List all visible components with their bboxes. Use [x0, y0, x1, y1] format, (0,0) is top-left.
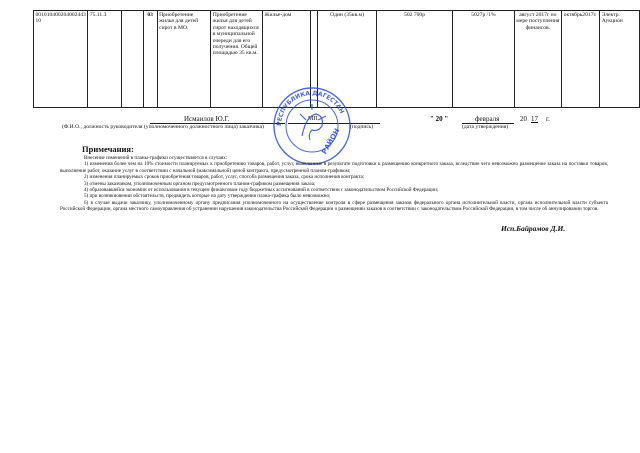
- seal-district-text: РАЙОН: [320, 127, 342, 156]
- cell-description: Приобретение жилья для детей сирот находящихся в муниципальной очереди для его получения. Общей площадью 35 кв.м.: [211, 11, 263, 108]
- mp-label: МП: [308, 116, 318, 122]
- cell-quantity: Один (35кв.м): [318, 11, 376, 108]
- note-item: 4) образовавшейся экономии от использования в текущем финансовом году бюджетных ассигнований в соответствии с законодательством Российской Федерации;: [84, 187, 439, 194]
- caption-date: (дата утверждения): [462, 124, 509, 130]
- cell-end-date: октябрь2017г.: [562, 11, 600, 108]
- cell-okdp: [122, 11, 144, 108]
- cell-lot-number: 03: [143, 11, 157, 108]
- cell-guarantee: 5027р /1%: [453, 11, 514, 108]
- notes-list: [60, 155, 608, 213]
- note-item: 6) в случае выдачи заказчику, уполномоченному органу предписания уполномоченного на осуществление контроля в сфере размещения заказов федерального органа исполнительной власти, органа исполнительной власти субъекта Российской Федерации, органа местного самоуправления об устранении нарушения законодательства Российской Федерации о размещении заказов в соответствии с законодательством Российской Федерации, в том числе об аннулировании торгов.: [60, 199, 608, 213]
- executor-signoff: Исп.Байрамов Д.И.: [501, 224, 566, 233]
- seal-outer-text: РЕСПУБЛИКА ДАГЕСТАН: [275, 89, 346, 127]
- signer-name: Исмаилов Ю.Г.: [184, 115, 230, 123]
- note-item: 2) изменения планируемых сроков приобретения товаров, работ, услуг, способа размещения заказа, срока исполнения контракта;: [84, 174, 365, 181]
- caption-fio: (Ф.И.О., должность руководителя (уполномоченного должностного лица) заказчика): [62, 124, 264, 130]
- note-item: 5) при возникновении обстоятельств, предвидеть которые на дату утверждения плана-графика было невозможно;: [84, 193, 331, 200]
- caption-sign: (подпись): [350, 124, 374, 130]
- date-day: " 20 ": [430, 115, 449, 123]
- date-month: февраля: [475, 115, 500, 123]
- date-year-prefix: 20: [520, 115, 527, 123]
- note-intro: Внесение изменений в планы-графики осуществляется в случаях:: [84, 155, 228, 161]
- note-item: 1) изменения более чем на 10% стоимости планируемых к приобретению товаров, работ, услуг, выявленные в результате подготовки к размещению конкретного заказа, вследствие чего невозможно размещение заказа на поставки товаров, выполнение работ, оказание услуг в соответствии с начальной (максимальной) ценой контракта, предусмотренной планом-графиком;: [60, 161, 608, 174]
- cell-method: Электр. Аукцион: [600, 11, 640, 108]
- official-seal-icon: [272, 86, 352, 166]
- note-item: 3) отмены заказчиком, уполномоченным органом предусмотренного планом-графиком размещения заказа;: [84, 180, 316, 187]
- date-year-suffix: 17: [531, 115, 538, 123]
- cell-price: 502 700р: [376, 11, 453, 108]
- cell-kbk: 001010400204002443​10: [34, 11, 88, 108]
- date-year-end: г.: [546, 115, 550, 123]
- cell-okved: 75.11.3: [88, 11, 122, 108]
- cell-type: Жилье-дом: [263, 11, 310, 108]
- notes-title: Примечания:: [82, 144, 134, 154]
- cell-start-date: август 2017г по мере поступления финансов.: [514, 11, 562, 108]
- cell-subject: Приобретение жилья для детей сирот в МО.: [157, 11, 211, 108]
